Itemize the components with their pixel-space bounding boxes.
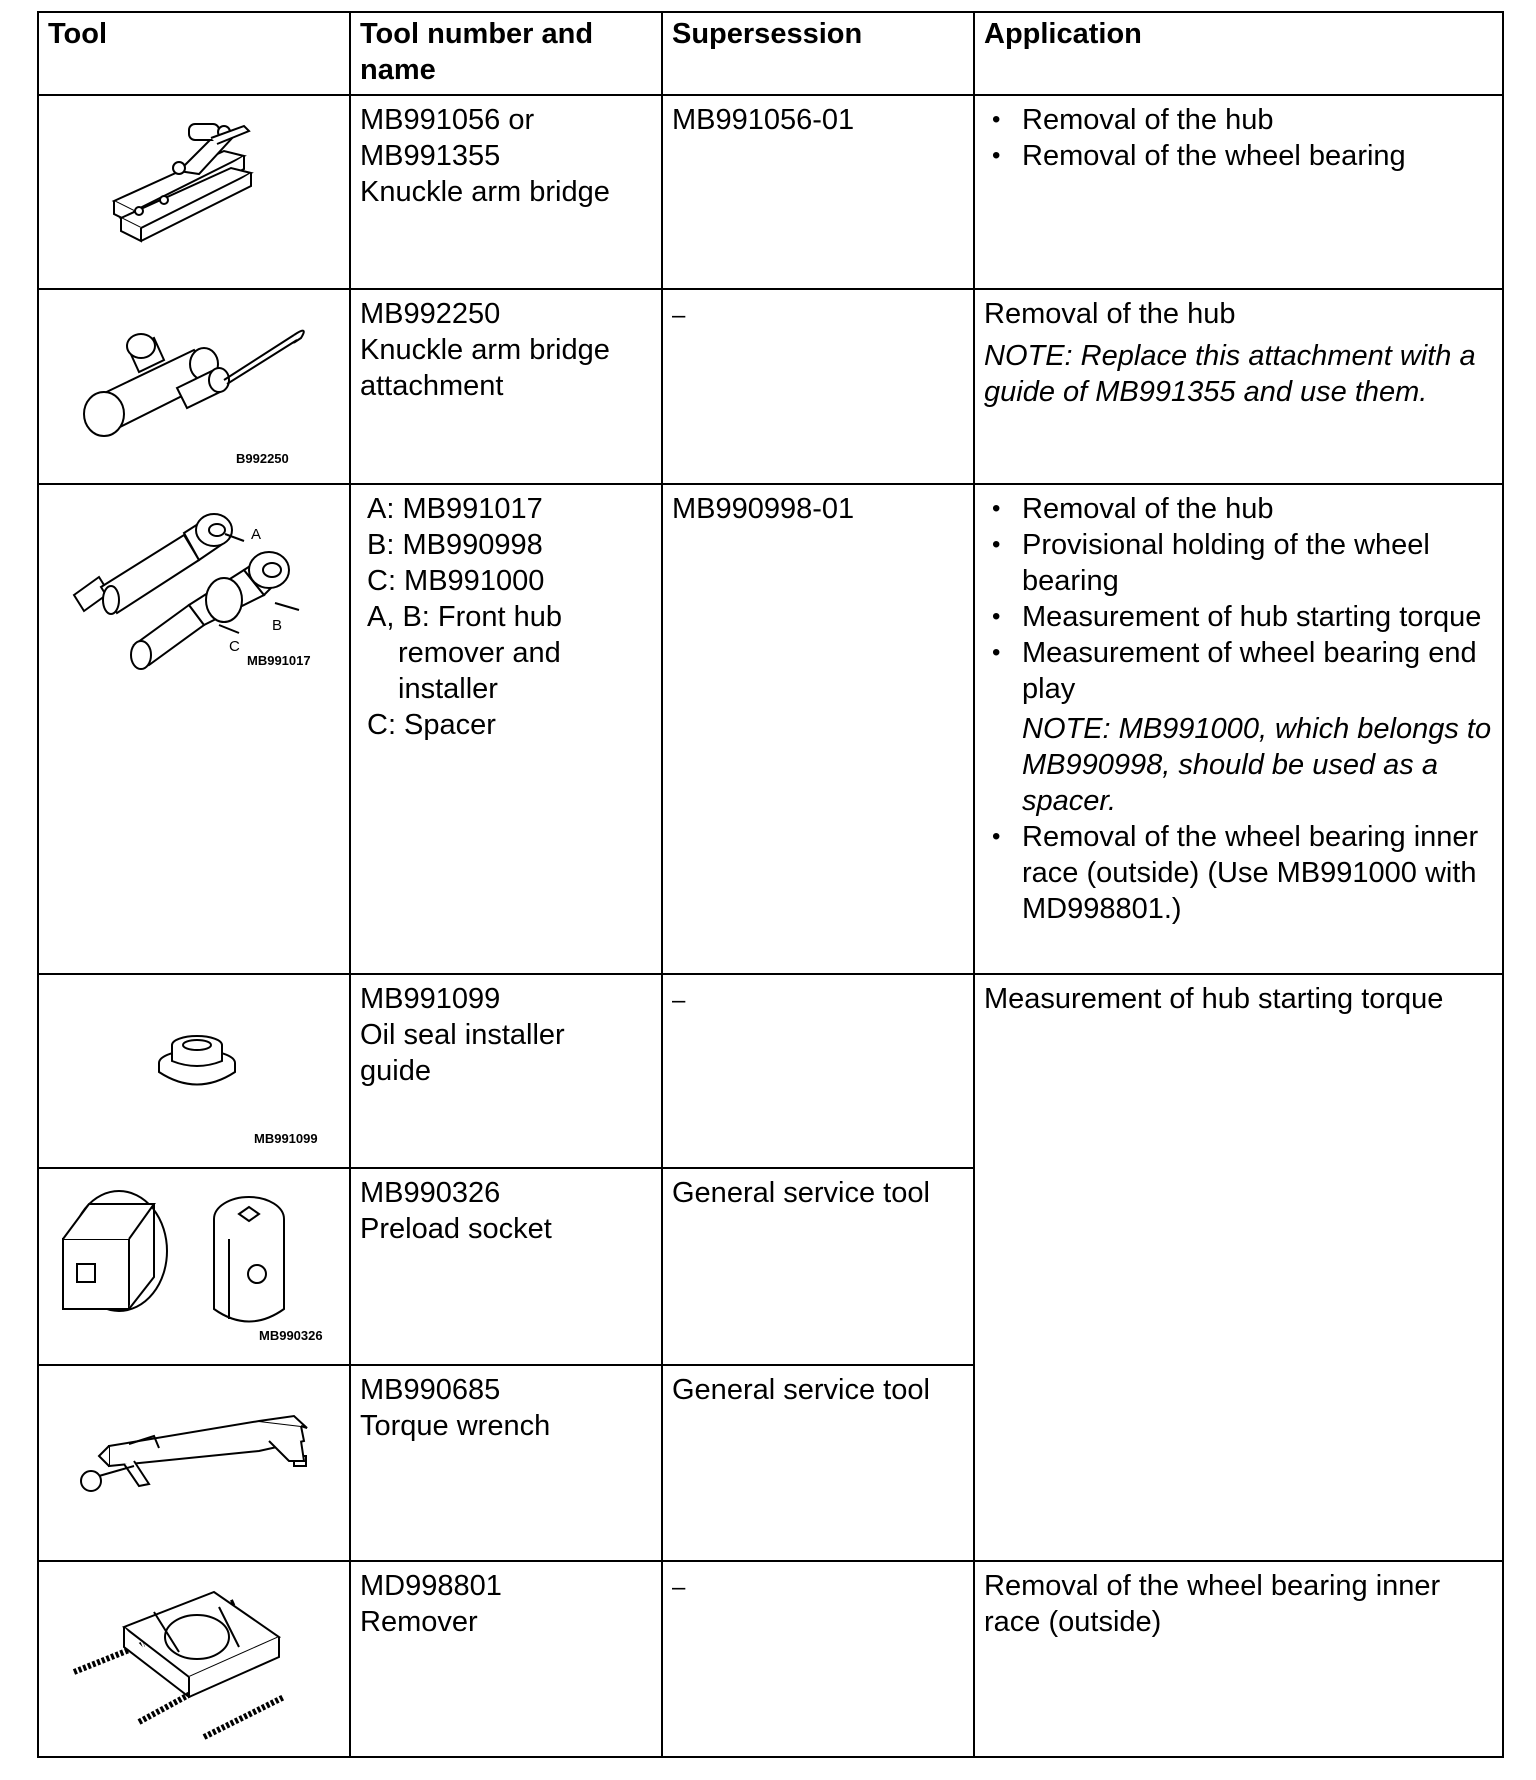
supersession-dash: – (672, 1574, 686, 1601)
tool-line: Knuckle arm bridge (360, 334, 610, 366)
tool-number-cell (350, 1168, 662, 1365)
application-item: • Removal of the wheel bearing inner race (outside) (Use MB991000 with MD998801.) (1022, 819, 1494, 927)
tool-line: Torque wrench (360, 1410, 551, 1442)
tool-line: MB991099 (360, 983, 501, 1015)
tool-line: C: Spacer (367, 709, 496, 741)
tool-line: attachment (360, 370, 504, 402)
tool-image-caption: MB990326 (259, 1328, 323, 1343)
table-row (38, 1561, 1503, 1757)
application-text: Removal of the hub (984, 298, 1236, 330)
application-note: NOTE: MB991000, which belongs to MB990998, should be used as a spacer. (1022, 713, 1492, 817)
header-row (38, 12, 1503, 95)
part-label-a: A (251, 526, 262, 543)
header-application: Application (974, 12, 1503, 95)
table-row (38, 289, 1503, 484)
tool-line: Preload socket (360, 1213, 552, 1245)
torque-wrench-illustration (39, 1366, 349, 1560)
tool-number-cell (350, 1365, 662, 1561)
application-cell (974, 1561, 1503, 1757)
application-note: NOTE: Replace this attachment with a guide of MB991355 and use them. (984, 340, 1476, 408)
supersession-cell: General service tool (662, 1168, 974, 1365)
special-tools-table (37, 11, 1504, 1758)
tool-image-caption: B992250 (236, 451, 289, 466)
tool-line: guide (360, 1055, 431, 1087)
tool-image-cell (38, 1365, 350, 1561)
tool-line: C: MB991000 (367, 565, 545, 597)
tool-line: MB991355 (360, 140, 501, 172)
tool-line: MB991056 or (360, 104, 535, 136)
application-item: • Removal of the wheel bearing (1022, 138, 1494, 174)
tool-line: installer (398, 673, 498, 705)
supersession-cell (662, 974, 974, 1168)
tool-line: A: MB991017 (367, 493, 543, 525)
remover-illustration (39, 1562, 349, 1756)
header-tool-number: Tool number and name (350, 12, 662, 95)
table-row (38, 95, 1503, 289)
supersession-dash: – (672, 987, 686, 1014)
tool-line: Remover (360, 1606, 478, 1638)
tool-line: MB990685 (360, 1374, 501, 1406)
tool-line: Knuckle arm bridge (360, 176, 610, 208)
tool-number-cell (350, 289, 662, 484)
tool-image-caption: MB991099 (254, 1131, 318, 1146)
application-item: • Measurement of hub starting torque (1022, 599, 1494, 635)
tool-number-cell (350, 974, 662, 1168)
application-item: • Removal of the hub (1022, 491, 1494, 527)
supersession-cell: General service tool (662, 1365, 974, 1561)
supersession-cell: MB990998-01 (662, 484, 974, 974)
tool-line: Oil seal installer (360, 1019, 565, 1051)
header-supersession: Supersession (662, 12, 974, 95)
supersession-cell (662, 1561, 974, 1757)
application-cell (974, 974, 1503, 1561)
application-cell (974, 484, 1503, 974)
tool-number-cell (350, 484, 662, 974)
tool-line: MB992250 (360, 298, 501, 330)
tool-image-cell (38, 95, 350, 289)
table-row (38, 974, 1503, 1168)
application-item: • Provisional holding of the wheel bearing (1022, 527, 1494, 599)
tool-number-cell (350, 1561, 662, 1757)
tool-image-cell (38, 974, 350, 1168)
supersession-cell (662, 289, 974, 484)
tool-image-caption: MB991017 (247, 653, 311, 668)
supersession-dash: – (672, 302, 686, 329)
table-row (38, 484, 1503, 974)
application-text: Removal of the wheel bearing inner race (outside) (984, 1570, 1441, 1638)
knuckle-arm-bridge-illustration (39, 96, 349, 288)
application-text: Measurement of hub starting torque (984, 983, 1444, 1015)
tool-line: B: MB990998 (367, 529, 543, 561)
tool-line: A, B: Front hub (367, 601, 563, 633)
tool-image-cell (38, 1561, 350, 1757)
tool-image-cell (38, 289, 350, 484)
application-cell (974, 95, 1503, 289)
tool-number-cell (350, 95, 662, 289)
application-item: • Measurement of wheel bearing end play (1022, 635, 1494, 707)
header-tool: Tool (38, 12, 350, 95)
bridge-attachment-illustration (39, 290, 349, 483)
supersession-cell: MB991056-01 (662, 95, 974, 289)
tool-line: remover and (398, 637, 561, 669)
application-cell (974, 289, 1503, 484)
application-item: • Removal of the hub (1022, 102, 1494, 138)
part-label-c: C (229, 638, 240, 655)
part-label-b: B (272, 617, 283, 634)
tool-image-cell (38, 1168, 350, 1365)
tool-line: MD998801 (360, 1570, 502, 1602)
tool-line: MB990326 (360, 1177, 501, 1209)
tool-image-cell (38, 484, 350, 974)
